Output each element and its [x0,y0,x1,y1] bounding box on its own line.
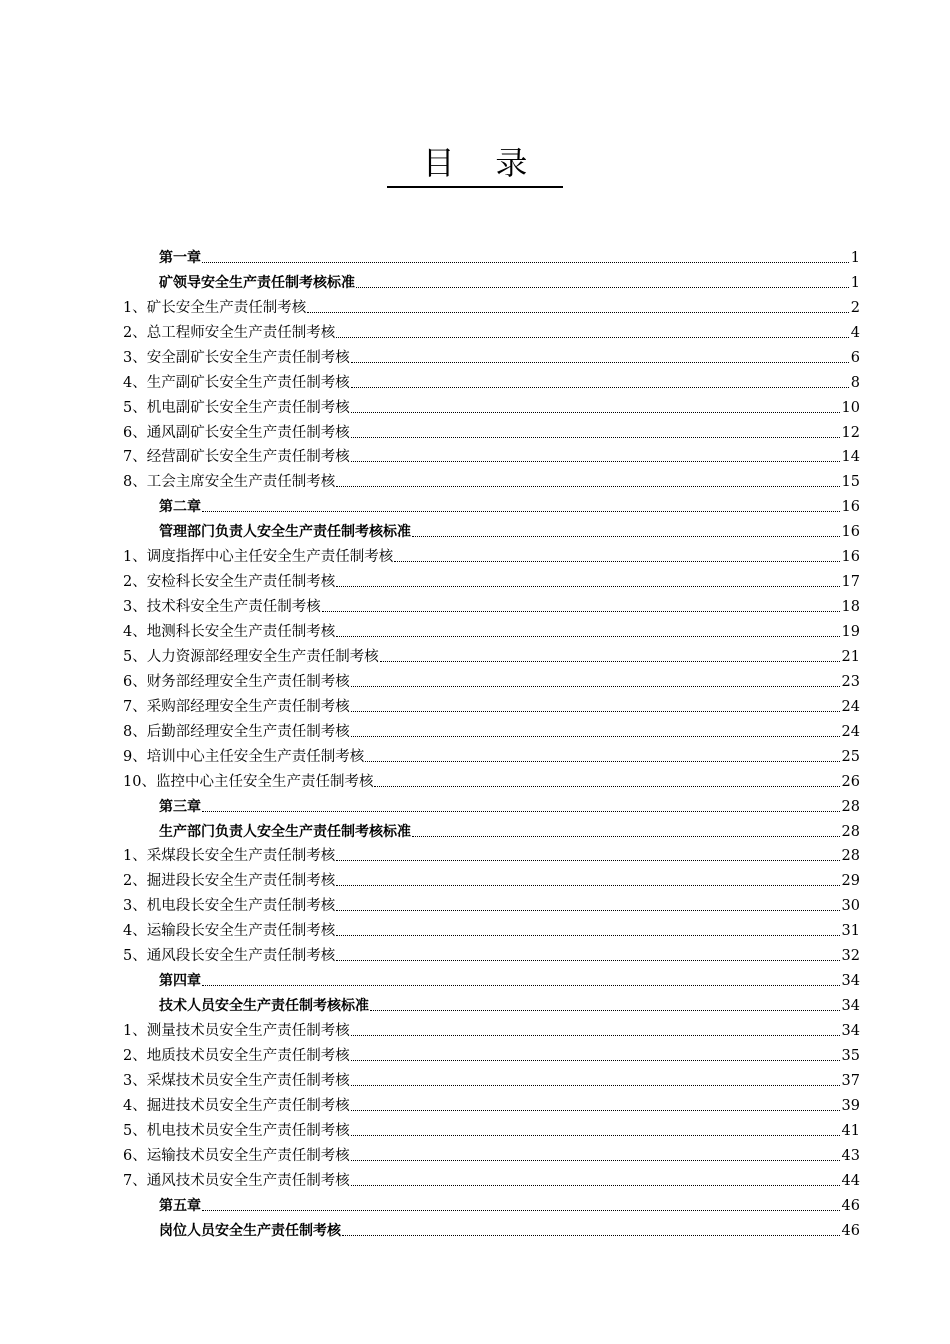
toc-page-number: 28 [841,823,860,840]
toc-entry-item[interactable] [123,542,860,567]
toc-dot-leader [351,686,840,687]
toc-entry-number: 5、 [123,1122,147,1139]
toc-dot-leader [351,387,849,388]
toc-entry-label: 掘进段长安全生产责任制考核 [146,873,336,890]
toc-entry-item[interactable] [123,866,860,891]
toc-entry-item[interactable] [123,1091,860,1116]
toc-entry-number: 3、 [123,1072,147,1089]
toc-entry-item[interactable] [123,1041,860,1066]
toc-entry-item[interactable] [123,842,860,867]
toc-entry-item[interactable] [123,941,860,966]
toc-entry-label: 培训中心主任安全生产责任制考核 [146,748,365,765]
toc-entry-item[interactable] [123,592,860,617]
toc-entry-item[interactable] [123,318,860,343]
toc-entry-label: 安全副矿长安全生产责任制考核 [146,349,350,366]
toc-entry-item[interactable] [123,642,860,667]
toc-entry-number: 1、 [123,848,147,865]
toc-entry-number: 5、 [123,399,147,416]
toc-dot-leader [351,1110,840,1111]
toc-dot-leader [322,611,840,612]
toc-entry-label: 测量技术员安全生产责任制考核 [146,1023,350,1039]
toc-entry-item[interactable] [123,293,860,318]
toc-dot-leader [202,262,849,263]
toc-entry-label: 通风技术员安全生产责任制考核 [146,1172,350,1189]
toc-entry-number: 6、 [123,424,147,441]
toc-page-number: 29 [841,873,860,890]
toc-page-number: 28 [841,798,860,815]
toc-entry-number: 8、 [123,723,147,740]
toc-page-number: 16 [841,499,860,516]
toc-entry-number: 8、 [123,474,147,491]
toc-dot-leader [380,661,840,662]
toc-dot-leader [351,437,840,438]
toc-entry-label: 财务部经理安全生产责任制考核 [146,673,350,690]
toc-page-number: 18 [841,599,860,616]
toc-page-number: 4 [850,324,860,341]
toc-dot-leader [351,1185,840,1186]
toc-dot-leader [351,461,840,462]
toc-dot-leader [351,1085,840,1086]
toc-page-number: 1 [850,274,860,291]
toc-dot-leader [356,287,849,288]
toc-entry-chapter[interactable] [123,792,860,817]
toc-dot-leader [336,586,839,587]
toc-entry-label: 工会主席安全生产责任制考核 [146,474,336,491]
toc-entry-item[interactable] [123,1141,860,1166]
toc-entry-label: 运输段长安全生产责任制考核 [146,923,336,940]
toc-entry-label: 技术科安全生产责任制考核 [146,599,321,616]
toc-entry-label: 运输技术员安全生产责任制考核 [146,1147,350,1164]
toc-dot-leader [374,786,839,787]
toc-page-number: 16 [841,524,860,541]
toc-entry-label: 生产副矿长安全生产责任制考核 [146,374,350,391]
toc-entry-item[interactable] [123,343,860,368]
toc-page-number: 24 [841,698,860,715]
toc-dot-leader [336,860,839,861]
toc-entry-label: 生产部门负责人安全生产责任制考核标准 [159,823,411,840]
toc-entry-label: 机电段长安全生产责任制考核 [146,898,336,915]
toc-entry-number: 3、 [123,898,147,915]
toc-dot-leader [336,337,849,338]
toc-entry-number: 9、 [123,748,147,765]
toc-title: 目 录 [387,142,564,188]
toc-page-number: 10 [841,399,860,416]
toc-entry-number: 7、 [123,449,147,466]
toc-entry-item[interactable] [123,393,860,418]
toc-entry-label: 采煤技术员安全生产责任制考核 [146,1072,350,1089]
toc-dot-leader [202,985,840,986]
toc-entry-item[interactable] [123,1016,860,1041]
toc-entry-item[interactable] [123,418,860,443]
toc-dot-leader [336,636,839,637]
toc-page-number: 16 [841,549,860,566]
toc-page-number: 1 [850,249,860,266]
toc-entry-chapter[interactable] [123,243,860,268]
toc-page-number: 35 [841,1047,860,1064]
toc-dot-leader [336,486,839,487]
toc-page-number: 43 [841,1147,860,1164]
toc-dot-leader [412,536,840,537]
toc-dot-leader [394,561,839,562]
toc-page-number: 28 [841,848,860,865]
toc-entry-label: 第三章 [159,798,201,815]
toc-entry-number: 10、 [123,773,156,790]
toc-entry-label: 机电副矿长安全生产责任制考核 [146,399,350,416]
toc-entry-label: 地质技术员安全生产责任制考核 [146,1047,350,1064]
toc-page-number: 39 [841,1097,860,1114]
toc-entry-label: 矿长安全生产责任制考核 [146,299,307,316]
toc-page-number: 31 [841,923,860,940]
toc-entry-number: 6、 [123,1147,147,1164]
toc-entry-number: 5、 [123,948,147,965]
toc-entry-label: 采购部经理安全生产责任制考核 [146,698,350,715]
toc-entry-label: 人力资源部经理安全生产责任制考核 [146,648,379,665]
toc-page-number: 25 [841,748,860,765]
toc-page-number: 26 [841,773,860,790]
toc-entry-item[interactable] [123,891,860,916]
toc-entry-item[interactable] [123,916,860,941]
toc-dot-leader [342,1235,840,1236]
toc-title-container [0,142,950,188]
toc-page-number: 44 [841,1172,860,1189]
toc-dot-leader [307,312,849,313]
toc-page-number: 46 [841,1222,860,1239]
toc-dot-leader [336,960,839,961]
toc-entry-chapter[interactable] [123,492,860,517]
toc-entry-label: 第二章 [159,499,201,516]
toc-entry-chapter[interactable] [123,1191,860,1216]
toc-entry-number: 1、 [123,299,147,316]
toc-entry-item[interactable] [123,667,860,692]
toc-entry-item[interactable] [123,567,860,592]
toc-page-number: 24 [841,723,860,740]
toc-page-number: 32 [841,948,860,965]
toc-entry-chapter[interactable] [123,966,860,991]
toc-entry-number: 2、 [123,873,147,890]
toc-entry-label: 通风段长安全生产责任制考核 [146,948,336,965]
toc-page-number: 34 [841,973,860,990]
toc-page-number: 37 [841,1072,860,1089]
toc-page-number: 14 [841,449,860,466]
toc-dot-leader [351,1160,840,1161]
toc-dot-leader [351,412,840,413]
toc-entry-number: 4、 [123,1097,147,1114]
toc-entry-number: 3、 [123,599,147,616]
toc-entry-number: 2、 [123,324,147,341]
toc-entry-label: 机电技术员安全生产责任制考核 [146,1122,350,1139]
toc-dot-leader [336,910,839,911]
toc-entry-number: 1、 [123,1023,147,1039]
toc-entry-number: 5、 [123,648,147,665]
toc-entry-item[interactable] [123,692,860,717]
toc-entry-label: 掘进技术员安全生产责任制考核 [146,1097,350,1114]
toc-entry-label: 岗位人员安全生产责任制考核 [159,1222,341,1239]
toc-page-number: 46 [841,1197,860,1214]
toc-entry-item[interactable] [123,1166,860,1191]
toc-entry-section[interactable] [123,517,860,542]
toc-dot-leader [351,1035,840,1036]
toc-entry-label: 后勤部经理安全生产责任制考核 [146,723,350,740]
table-of-contents [123,243,860,1241]
toc-dot-leader [202,511,840,512]
toc-dot-leader [370,1010,840,1011]
toc-entry-number: 7、 [123,1172,147,1189]
toc-page-number: 6 [850,349,860,366]
toc-entry-label: 通风副矿长安全生产责任制考核 [146,424,350,441]
toc-entry-number: 2、 [123,574,147,591]
toc-page-number: 17 [841,574,860,591]
toc-dot-leader [336,885,839,886]
toc-page-number: 41 [841,1122,860,1139]
toc-page-number: 21 [841,648,860,665]
toc-dot-leader [365,761,839,762]
toc-entry-item[interactable] [123,1116,860,1141]
toc-entry-label: 安检科长安全生产责任制考核 [146,574,336,591]
toc-entry-item[interactable] [123,1066,860,1091]
toc-entry-section[interactable] [123,817,860,842]
toc-entry-label: 技术人员安全生产责任制考核标准 [159,998,369,1015]
toc-entry-label: 矿领导安全生产责任制考核标准 [159,274,355,291]
toc-entry-label: 管理部门负责人安全生产责任制考核标准 [159,524,411,541]
toc-entry-section[interactable] [123,268,860,293]
toc-entry-item[interactable] [123,443,860,468]
toc-dot-leader [351,362,849,363]
toc-entry-label: 地测科长安全生产责任制考核 [146,624,336,640]
toc-entry-section[interactable] [123,991,860,1016]
toc-entry-label: 监控中心主任安全生产责任制考核 [155,773,374,790]
toc-page-number: 15 [841,474,860,491]
toc-entry-item[interactable] [123,467,860,492]
toc-entry-item[interactable] [123,368,860,393]
toc-page-number: 34 [841,1023,860,1039]
toc-entry-label: 第四章 [159,973,201,990]
toc-dot-leader [412,836,840,837]
toc-dot-leader [351,1135,840,1136]
toc-entry-item[interactable] [123,767,860,792]
toc-entry-label: 总工程师安全生产责任制考核 [146,324,336,341]
toc-dot-leader [351,736,840,737]
toc-page-number: 34 [841,998,860,1015]
toc-entry-number: 6、 [123,673,147,690]
toc-entry-number: 4、 [123,624,147,640]
toc-dot-leader [351,1060,840,1061]
toc-entry-label: 第五章 [159,1197,201,1214]
toc-page-number: 12 [841,424,860,441]
toc-dot-leader [202,1210,840,1211]
toc-dot-leader [336,935,839,936]
toc-page-number: 19 [841,624,860,640]
toc-page-number: 23 [841,673,860,690]
toc-entry-number: 2、 [123,1047,147,1064]
toc-dot-leader [202,811,840,812]
toc-entry-label: 调度指挥中心主任安全生产责任制考核 [146,549,394,566]
toc-entry-item[interactable] [123,717,860,742]
toc-entry-label: 采煤段长安全生产责任制考核 [146,848,336,865]
toc-entry-label: 经营副矿长安全生产责任制考核 [146,449,350,466]
toc-entry-label: 第一章 [159,249,201,266]
toc-entry-number: 4、 [123,374,147,391]
toc-entry-section[interactable] [123,1216,860,1241]
toc-entry-item[interactable] [123,617,860,642]
toc-page-number: 2 [850,299,860,316]
toc-entry-number: 1、 [123,549,147,566]
toc-dot-leader [351,711,840,712]
toc-entry-item[interactable] [123,742,860,767]
toc-page-number: 8 [850,374,860,391]
toc-entry-number: 4、 [123,923,147,940]
toc-page-number: 30 [841,898,860,915]
toc-entry-number: 3、 [123,349,147,366]
toc-entry-number: 7、 [123,698,147,715]
